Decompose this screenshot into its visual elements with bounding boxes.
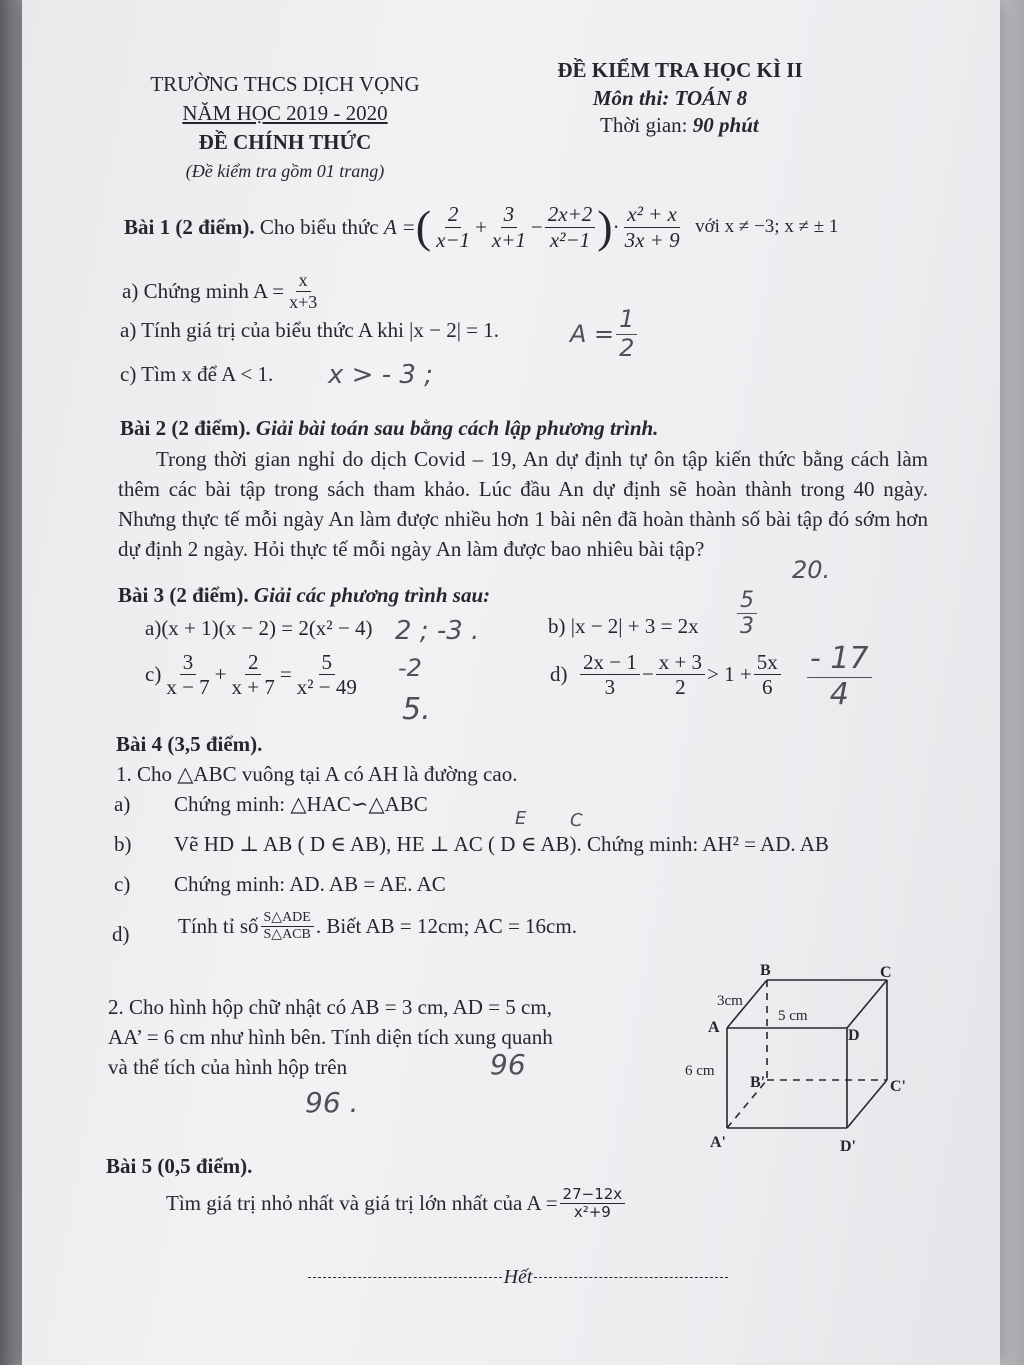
bai1-expression-line: Bài 1 (2 điểm). Cho biểu thức A = ( $\frac{2}{x-1}$ + $\frac{3}{x+1}$ − $\frac{2x+2}{\text{x²−1}}$ ) · $\frac{\text{x² + x}}{3x + 9}$ với x ≠ −3; x ≠ ± 1 [124, 201, 839, 252]
bai1-intro: Cho biểu thức [259, 214, 379, 239]
bai4-a-text: Chứng minh: △HAC∽△ABC [174, 792, 428, 816]
end-marker [308, 1266, 728, 1289]
bai1-fraction-4: $\frac{\text{x² + x}}{3x + 9}$ [624, 202, 680, 252]
bai4-d-label: d) [112, 922, 130, 946]
bai4-b-text: Vẽ HD ⊥ AB ( D ∈ AB), HE ⊥ AC ( D ∈ AB). Chứng minh: AH² = AD. AB [174, 832, 829, 856]
bai3-c-fraction-3: $\frac{5}{\text{x² − 49}}$ [296, 650, 357, 700]
end-text: Hết [503, 1266, 533, 1288]
cuboid-figure [680, 955, 910, 1165]
bai4-d-text: Tính tỉ số $\frac{\text{S△ADE}}{\text{S△ACB}}$ . Biết AB = 12cm; AC = 16cm. [178, 910, 577, 943]
handwritten-answer-3d: $\frac{- 17}{4}$ [805, 642, 874, 712]
bai3-heading-line [118, 583, 490, 608]
handwritten-answer-3c-1: -2 [398, 654, 422, 682]
handwritten-answer-2: 20. [792, 556, 831, 584]
bai1-part-c: c) Tìm x để A < 1. [120, 362, 274, 386]
time-value: 90 phút [692, 113, 759, 137]
bai4-a-label: a) [114, 792, 131, 816]
bai1-heading: Bài 1 (2 điểm). [124, 214, 255, 239]
bai5-fraction: $\frac{27-12x}{\text{x²+9}}$ [560, 1186, 626, 1222]
bai4-part2 [108, 992, 553, 1082]
bai3-d-fraction-3: $\frac{5x}{6}$ [754, 650, 781, 699]
time-label: Thời gian: [600, 113, 688, 137]
bai5-heading: Bài 5 (0,5 điểm). [106, 1154, 253, 1178]
bai4-b-label: b) [114, 832, 132, 856]
bai5-text: Tìm giá trị nhỏ nhất và giá trị lớn nhất của A = $\frac{27-12x}{\text{x²+9}}$ [166, 1186, 627, 1222]
exam-title: ĐỀ KIỂM TRA HỌC KÌ II [557, 58, 803, 82]
vertex-b: B [760, 962, 771, 979]
vertex-a: A [708, 1019, 720, 1036]
bai3-part-d: d) $\frac{2x - 1}{3}$ − $\frac{x + 3}{2}$ > 1 + $\frac{5x}{6}$ [550, 650, 783, 699]
bai2-heading: Bài 2 (2 điểm). [120, 416, 251, 440]
vertex-c-prime: C' [890, 1078, 906, 1095]
bai2-body [118, 444, 928, 564]
bai3-c-fraction-1: $\frac{3}{x - 7}$ [166, 650, 210, 700]
bai4-c-label: c) [114, 872, 131, 896]
vertex-b-prime: B' [750, 1074, 766, 1091]
bai1-fraction-1: $\frac{2}{x-1}$ [436, 202, 471, 252]
vertex-a-prime: A' [710, 1134, 726, 1151]
school-name: TRƯỜNG THCS DỊCH VỌNG [150, 72, 420, 96]
edge-label-6cm: 6 cm [685, 1063, 715, 1079]
bai4-c-text: Chứng minh: AD. AB = AE. AC [174, 872, 446, 896]
exam-subject: Môn thi: TOÁN 8 [592, 86, 748, 110]
vertex-d: D [848, 1027, 860, 1044]
handwritten-answer-1b: A = $\frac{1}{2}$ [570, 306, 639, 362]
handwritten-answer-3c-2: 5. [402, 692, 431, 727]
edge-label-5cm: 5 cm [778, 1008, 808, 1024]
handwritten-answer-4-2b: 96 . [305, 1086, 359, 1119]
handwritten-e: E [515, 808, 527, 829]
school-year: NĂM HỌC 2019 - 2020 [182, 101, 388, 125]
bai1-a-text: a) Chứng minh A = [122, 278, 285, 303]
handwritten-answer-3b: $\frac{5}{3}$ [735, 588, 759, 640]
pages-note: (Đề kiểm tra gồm 01 trang) [185, 161, 385, 181]
bai4-p2-line3: và thể tích của hình hộp trên [108, 1055, 348, 1079]
handwritten-c: C [570, 810, 583, 831]
bai3-d-fraction-2: $\frac{x + 3}{2}$ [656, 650, 705, 699]
bai1-part-a [122, 270, 322, 312]
bai1-a-fraction: $\frac{x}{x+3}$ [289, 270, 318, 312]
handwritten-answer-1c: x > - 3 ; [328, 360, 433, 390]
bai4-p2-line1: 2. Cho hình hộp chữ nhật có AB = 3 cm, AD = 5 cm, [108, 995, 552, 1019]
bai1-part-b: a) Tính giá trị của biểu thức A khi |x − 2| = 1. [120, 318, 500, 342]
bai2-heading-line [120, 416, 658, 441]
bai4-heading: Bài 4 (3,5 điểm). [116, 732, 263, 756]
bai3-part-a: a)(x + 1)(x − 2) = 2(x² − 4) [145, 616, 373, 640]
bai1-fraction-2: $\frac{3}{x+1}$ [491, 202, 526, 252]
paren-open: ( [415, 201, 432, 252]
bai2-subheading: Giải bài toán sau bằng cách lập phương trình. [255, 416, 659, 440]
vertex-d-prime: D' [840, 1138, 856, 1155]
bai4-p2-line2: AA’ = 6 cm như hình bên. Tính diện tích xung quanh [108, 1025, 553, 1049]
paren-close: ) [597, 201, 613, 252]
bai2-body-text: Trong thời gian nghỉ do dịch Covid – 19, An dự định tự ôn tập kiến thức bằng cách làm thêm các bài tập trong sách tham khảo. Lúc đầu An dự định sẽ hoàn thành trong 40 ngày. Nhưng thực tế mỗi ngày An làm được nhiều hơn 1 bài nên đã hoàn thành số bài tập đó sớm hơn dự định 2 ngày. Hỏi thực tế mỗi ngày An làm được bao nhiêu bài tập? [118, 447, 928, 561]
bai1-fraction-3: $\frac{2x+2}{\text{x²−1}}$ [545, 202, 596, 251]
bai1-expr-lhs: A = [383, 214, 416, 239]
edge-label-3cm: 3cm [717, 993, 743, 1009]
bai3-d-fraction-1: $\frac{2x - 1}{3}$ [580, 650, 640, 699]
bai3-subheading: Giải các phương trình sau: [253, 583, 491, 607]
bai3-heading: Bài 3 (2 điểm). [118, 583, 249, 607]
exam-time [600, 113, 759, 138]
bai3-part-b: b) |x − 2| + 3 = 2x [548, 614, 699, 638]
handwritten-answer-3a: 2 ; -3 . [395, 616, 480, 646]
vertex-c: C [880, 964, 892, 981]
bai1-condition: với x ≠ −3; x ≠ ± 1 [695, 216, 839, 237]
official-label: ĐỀ CHÍNH THỨC [198, 130, 372, 154]
bai4-d-ratio: $\frac{\text{S△ADE}}{\text{S△ACB}}$ [261, 910, 314, 943]
bai3-part-c: c) $\frac{3}{x - 7}$ + $\frac{2}{x + 7}$ = $\frac{5}{\text{x² − 49}}$ [145, 650, 362, 699]
bai4-part1: 1. Cho △ABC vuông tại A có AH là đường cao. [116, 762, 518, 786]
bai3-c-fraction-2: $\frac{2}{x + 7}$ [231, 650, 275, 700]
handwritten-answer-4-2a: 96 [490, 1048, 526, 1081]
